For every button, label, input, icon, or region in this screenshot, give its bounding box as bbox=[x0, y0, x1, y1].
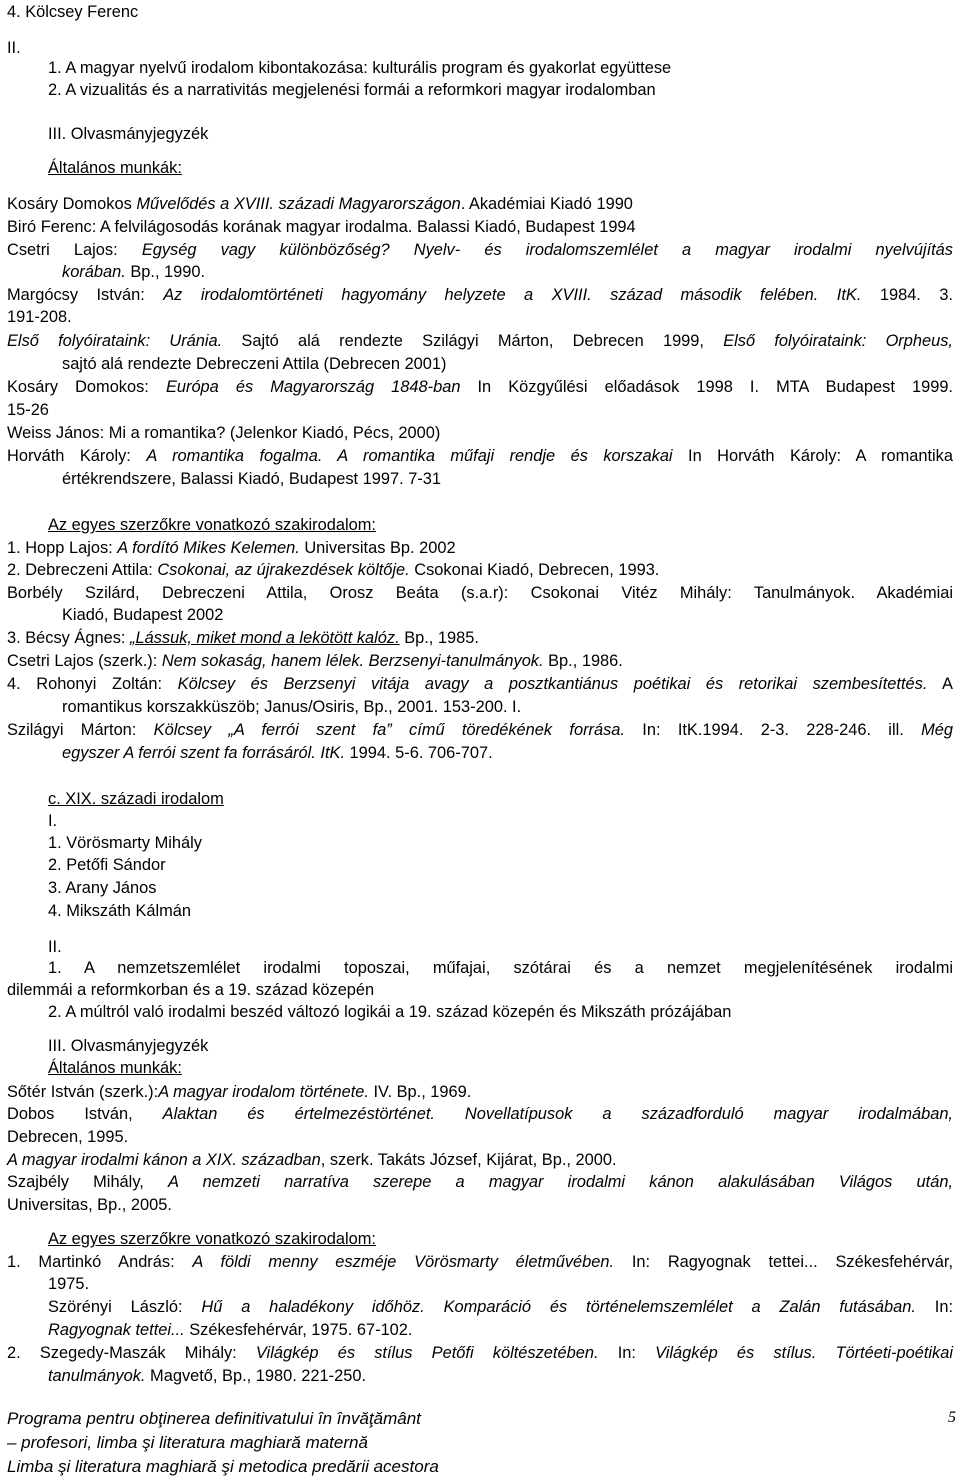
bibliography-entry-cont: 191-208. bbox=[7, 308, 72, 326]
bibliography-entry: Margócsy István: Az irodalomtörténeti hagyomány helyzete a XVIII. század második felében. ItK. 1984. 3. bbox=[7, 286, 953, 304]
footer-line: Limba şi literatura maghiară şi metodica predării acestora bbox=[7, 1457, 439, 1476]
bibliography-entry-cont: Universitas, Bp., 2005. bbox=[7, 1196, 172, 1214]
author-item: 1. Vörösmarty Mihály bbox=[48, 834, 202, 852]
bibliography-entry: Borbély Szilárd, Debreczeni Attila, Orosz Beáta (s.a.r): Csokonai Vitéz Mihály: Tanulmányok. Akadémiai bbox=[7, 584, 953, 602]
bibliography-entry-cont: Ragyognak tettei... Székesfehérvár, 1975. 67-102. bbox=[48, 1321, 413, 1339]
author-item: 2. Petőfi Sándor bbox=[48, 856, 166, 874]
bibliography-entry: Szajbély Mihály, A nemzeti narratíva szerepe a magyar irodalmi kánon alakulásában Világos után, bbox=[7, 1173, 954, 1191]
bibliography-entry: Weiss János: Mi a romantika? (Jelenkor Kiadó, Pécs, 2000) bbox=[7, 424, 441, 442]
roman-ii-heading: II. bbox=[7, 39, 21, 57]
author-literature-heading: Az egyes szerzőkre vonatkozó szakirodalom: bbox=[48, 516, 376, 534]
topic-item-cont: dilemmái a reformkorban és a 19. század közepén bbox=[7, 981, 375, 999]
topic-item: 1. A nemzetszemlélet irodalmi toposzai, műfajai, szótárai és a nemzet megjelenítésének irodalmi bbox=[48, 959, 953, 977]
bibliography-entry: 3. Bécsy Ágnes: „Lássuk, miket mond a lekötött kalóz. Bp., 1985. bbox=[7, 629, 479, 647]
bibliography-entry-cont: 1975. bbox=[48, 1275, 90, 1293]
reading-list-heading: III. Olvasmányjegyzék bbox=[48, 1037, 209, 1055]
bibliography-entry-cont: Debrecen, 1995. bbox=[7, 1128, 129, 1146]
bibliography-entry: Kosáry Domokos Művelődés a XVIII. századi Magyarországon. Akadémiai Kiadó 1990 bbox=[7, 195, 633, 213]
topic-item: 2. A múltról való irodalmi beszéd változó logikái a 19. század közepén és Mikszáth prózájában bbox=[48, 1003, 732, 1021]
bibliography-entry: Kosáry Domokos: Európa és Magyarország 1848-ban In Közgyűlési előadások 1998 I. MTA Budapest 1999. bbox=[7, 378, 953, 396]
bibliography-entry: Szilágyi Márton: Kölcsey „A ferrói szent fa” című töredékének forrása. In: ItK.1994. 2-3. 228-246. ill. Még bbox=[7, 721, 953, 739]
bibliography-entry-cont: 15-26 bbox=[7, 401, 49, 419]
footer-line: Programa pentru obţinerea definitivatului în învăţământ bbox=[7, 1409, 421, 1428]
bibliography-entry: Biró Ferenc: A felvilágosodás korának magyar irodalma. Balassi Kiadó, Budapest 1994 bbox=[7, 218, 636, 236]
bibliography-entry: A magyar irodalmi kánon a XIX. században, szerk. Takáts József, Kijárat, Bp., 2000. bbox=[7, 1151, 617, 1169]
bibliography-entry-cont: egyszer A ferrói szent fa forrásáról. ItK. 1994. 5-6. 706-707. bbox=[62, 744, 493, 762]
bibliography-entry: Szörényi László: Hű a haladékony időhöz. Komparáció és történelemszemlélet a Zalán futásában. In: bbox=[48, 1298, 953, 1316]
bibliography-entry-cont: sajtó alá rendezte Debreczeni Attila (Debrecen 2001) bbox=[62, 355, 447, 373]
bibliography-entry-cont: tanulmányok. Magvető, Bp., 1980. 221-250. bbox=[48, 1367, 367, 1385]
bibliography-entry: 1. Martinkó András: A földi menny eszméje Vörösmarty életművében. In: Ragyognak tettei... Székesfehérvár, bbox=[7, 1253, 953, 1271]
bibliography-entry-cont: értékrendszere, Balassi Kiadó, Budapest 1997. 7-31 bbox=[62, 470, 442, 488]
bibliography-entry: 2. Debreczeni Attila: Csokonai, az újrakezdések költője. Csokonai Kiadó, Debrecen, 1993. bbox=[7, 561, 660, 579]
bibliography-entry: Horváth Károly: A romantika fogalma. A romantika műfaji rendje és korszakai In Horváth Károly: A romantika bbox=[7, 447, 953, 465]
author-literature-heading: Az egyes szerzőkre vonatkozó szakirodalom: bbox=[48, 1230, 376, 1248]
bibliography-entry: Első folyóirataink: Uránia. Sajtó alá rendezte Szilágyi Márton, Debrecen 1999, Első folyóirataink: Orpheus, bbox=[7, 332, 953, 350]
author-item: 3. Arany János bbox=[48, 879, 157, 897]
author-item: 4. Mikszáth Kálmán bbox=[48, 902, 192, 920]
section-title-kolcsey: 4. Kölcsey Ferenc bbox=[7, 3, 139, 21]
general-works-heading: Általános munkák: bbox=[48, 1059, 182, 1077]
bibliography-entry: Csetri Lajos: Egység vagy különbözőség? Nyelv- és irodalomszemlélet a magyar irodalmi nyelvújítás bbox=[7, 241, 953, 259]
topic-item: 1. A magyar nyelvű irodalom kibontakozása: kulturális program és gyakorlat együttese bbox=[48, 59, 672, 77]
general-works-heading: Általános munkák: bbox=[48, 159, 182, 177]
reading-list-heading: III. Olvasmányjegyzék bbox=[48, 125, 209, 143]
roman-i-heading: I. bbox=[48, 812, 58, 830]
bibliography-entry: 2. Szegedy-Maszák Mihály: Világkép és stílus Petőfi költészetében. In: Világkép és stílus. Törtéeti-poétikai bbox=[7, 1344, 953, 1362]
bibliography-entry-cont: korában. Bp., 1990. bbox=[62, 263, 206, 281]
bibliography-entry: Csetri Lajos (szerk.): Nem sokaság, hanem lélek. Berzsenyi-tanulmányok. Bp., 1986. bbox=[7, 652, 623, 670]
page-number: 5 bbox=[948, 1409, 956, 1426]
topic-item: 2. A vizualitás és a narrativitás megjelenési formái a reformkori magyar irodalomban bbox=[48, 81, 656, 99]
bibliography-entry: Dobos István, Alaktan és értelmezéstörténet. Novellatípusok a századforduló magyar irodalmában, bbox=[7, 1105, 953, 1123]
roman-ii-heading: II. bbox=[48, 938, 62, 956]
bibliography-entry-cont: Kiadó, Budapest 2002 bbox=[62, 606, 224, 624]
bibliography-entry-cont: romantikus korszakküszöb; Janus/Osiris, Bp., 2001. 153-200. I. bbox=[62, 698, 522, 716]
bibliography-entry: 1. Hopp Lajos: A fordító Mikes Kelemen. Universitas Bp. 2002 bbox=[7, 539, 456, 557]
bibliography-entry: 4. Rohonyi Zoltán: Kölcsey és Berzsenyi vitája avagy a posztkantiánus poétikai és retorikai szembesítettés. A bbox=[7, 675, 953, 693]
bibliography-entry: Sőtér István (szerk.):A magyar irodalom története. IV. Bp., 1969. bbox=[7, 1083, 472, 1101]
section-title-xix-century: c. XIX. századi irodalom bbox=[48, 790, 224, 808]
footer-line: – profesori, limba şi literatura maghiară maternă bbox=[7, 1433, 368, 1452]
